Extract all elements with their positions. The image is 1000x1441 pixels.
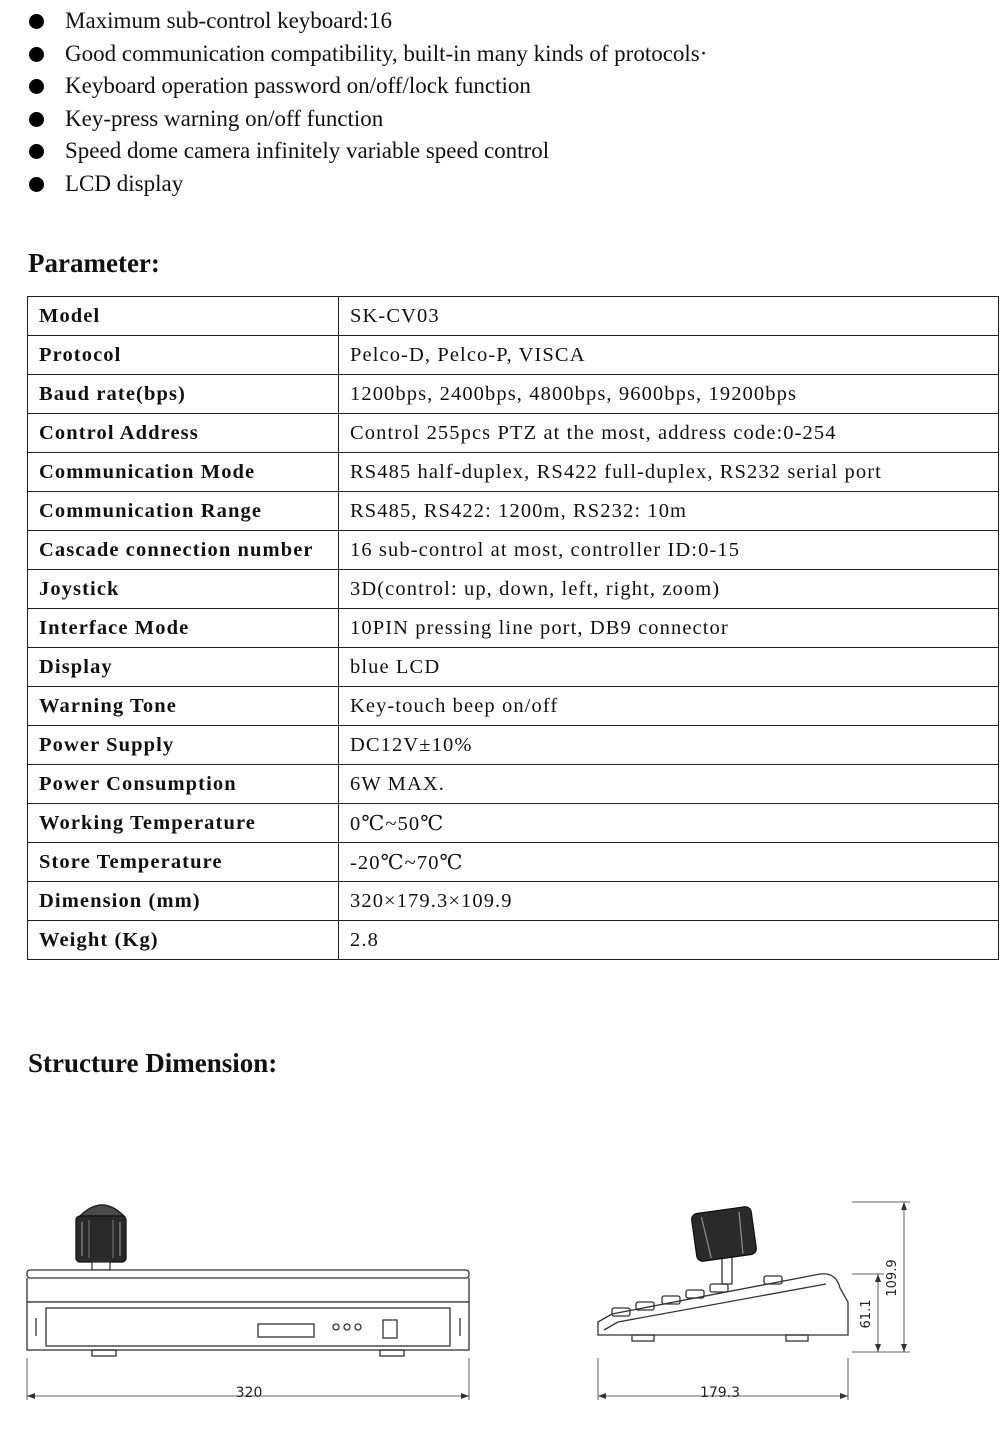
table-row bbox=[28, 687, 999, 726]
param-value: DC12V±10% bbox=[339, 726, 999, 765]
feature-item: Keyboard operation password on/off/lock function bbox=[28, 69, 707, 102]
body-height-dimension-label: 61.1 bbox=[859, 1299, 874, 1329]
param-value: RS485 half-duplex, RS422 full-duplex, RS232 serial port bbox=[339, 453, 999, 492]
table-row bbox=[28, 921, 999, 960]
height-dimension-label: 109.9 bbox=[885, 1259, 900, 1297]
param-value: Pelco-D, Pelco-P, VISCA bbox=[339, 336, 999, 375]
param-label: Interface Mode bbox=[28, 609, 339, 648]
param-label: Display bbox=[28, 648, 339, 687]
param-label: Communication Mode bbox=[28, 453, 339, 492]
bullet-icon bbox=[29, 47, 44, 62]
feature-item: Good communication compatibility, built-in many kinds of protocols· bbox=[28, 37, 707, 70]
param-label: Baud rate(bps) bbox=[28, 375, 339, 414]
param-label: Power Supply bbox=[28, 726, 339, 765]
front-view-drawing bbox=[27, 1205, 469, 1400]
table-row bbox=[28, 492, 999, 531]
table-row bbox=[28, 804, 999, 843]
bullet-icon bbox=[29, 144, 44, 159]
structure-drawings bbox=[0, 1190, 1000, 1441]
param-value: -20℃~70℃ bbox=[339, 843, 999, 882]
bullet-icon bbox=[29, 177, 44, 192]
table-row bbox=[28, 882, 999, 921]
table-row bbox=[28, 765, 999, 804]
feature-list bbox=[28, 4, 707, 199]
bullet-icon bbox=[29, 112, 44, 127]
param-value: 0℃~50℃ bbox=[339, 804, 999, 843]
param-value: Key-touch beep on/off bbox=[339, 687, 999, 726]
joystick-knob-icon bbox=[76, 1205, 126, 1270]
table-row bbox=[28, 570, 999, 609]
parameter-heading: Parameter: bbox=[28, 248, 160, 278]
feature-item: Speed dome camera infinitely variable speed control bbox=[28, 134, 707, 167]
bullet-icon bbox=[29, 79, 44, 94]
table-row bbox=[28, 414, 999, 453]
param-label: Model bbox=[28, 297, 339, 336]
structure-heading: Structure Dimension: bbox=[28, 1048, 278, 1078]
param-value: SK-CV03 bbox=[339, 297, 999, 336]
depth-dimension-label: 179.3 bbox=[699, 1385, 741, 1401]
feature-item: Maximum sub-control keyboard:16 bbox=[28, 4, 707, 37]
param-value: 6W MAX. bbox=[339, 765, 999, 804]
param-value: Control 255pcs PTZ at the most, address code:0-254 bbox=[339, 414, 999, 453]
param-label: Working Temperature bbox=[28, 804, 339, 843]
table-row bbox=[28, 609, 999, 648]
width-dimension-label: 320 bbox=[235, 1385, 263, 1401]
table-row bbox=[28, 375, 999, 414]
param-value: 320×179.3×109.9 bbox=[339, 882, 999, 921]
param-label: Power Consumption bbox=[28, 765, 339, 804]
table-row bbox=[28, 453, 999, 492]
feature-item: LCD display bbox=[28, 167, 707, 200]
param-value: blue LCD bbox=[339, 648, 999, 687]
feature-item: Key-press warning on/off function bbox=[28, 102, 707, 135]
param-label: Weight (Kg) bbox=[28, 921, 339, 960]
param-label: Communication Range bbox=[28, 492, 339, 531]
parameter-table bbox=[27, 296, 999, 960]
param-label: Protocol bbox=[28, 336, 339, 375]
param-value: RS485, RS422: 1200m, RS232: 10m bbox=[339, 492, 999, 531]
bullet-icon bbox=[29, 14, 44, 29]
param-label: Control Address bbox=[28, 414, 339, 453]
param-value: 2.8 bbox=[339, 921, 999, 960]
param-label: Joystick bbox=[28, 570, 339, 609]
param-value: 16 sub-control at most, controller ID:0-15 bbox=[339, 531, 999, 570]
param-value: 3D(control: up, down, left, right, zoom) bbox=[339, 570, 999, 609]
param-label: Cascade connection number bbox=[28, 531, 339, 570]
param-value: 10PIN pressing line port, DB9 connector bbox=[339, 609, 999, 648]
param-label: Store Temperature bbox=[28, 843, 339, 882]
table-row bbox=[28, 531, 999, 570]
table-row bbox=[28, 648, 999, 687]
param-label: Dimension (mm) bbox=[28, 882, 339, 921]
table-row bbox=[28, 726, 999, 765]
table-row bbox=[28, 297, 999, 336]
table-row bbox=[28, 336, 999, 375]
table-row bbox=[28, 843, 999, 882]
param-value: 1200bps, 2400bps, 4800bps, 9600bps, 19200bps bbox=[339, 375, 999, 414]
param-label: Warning Tone bbox=[28, 687, 339, 726]
